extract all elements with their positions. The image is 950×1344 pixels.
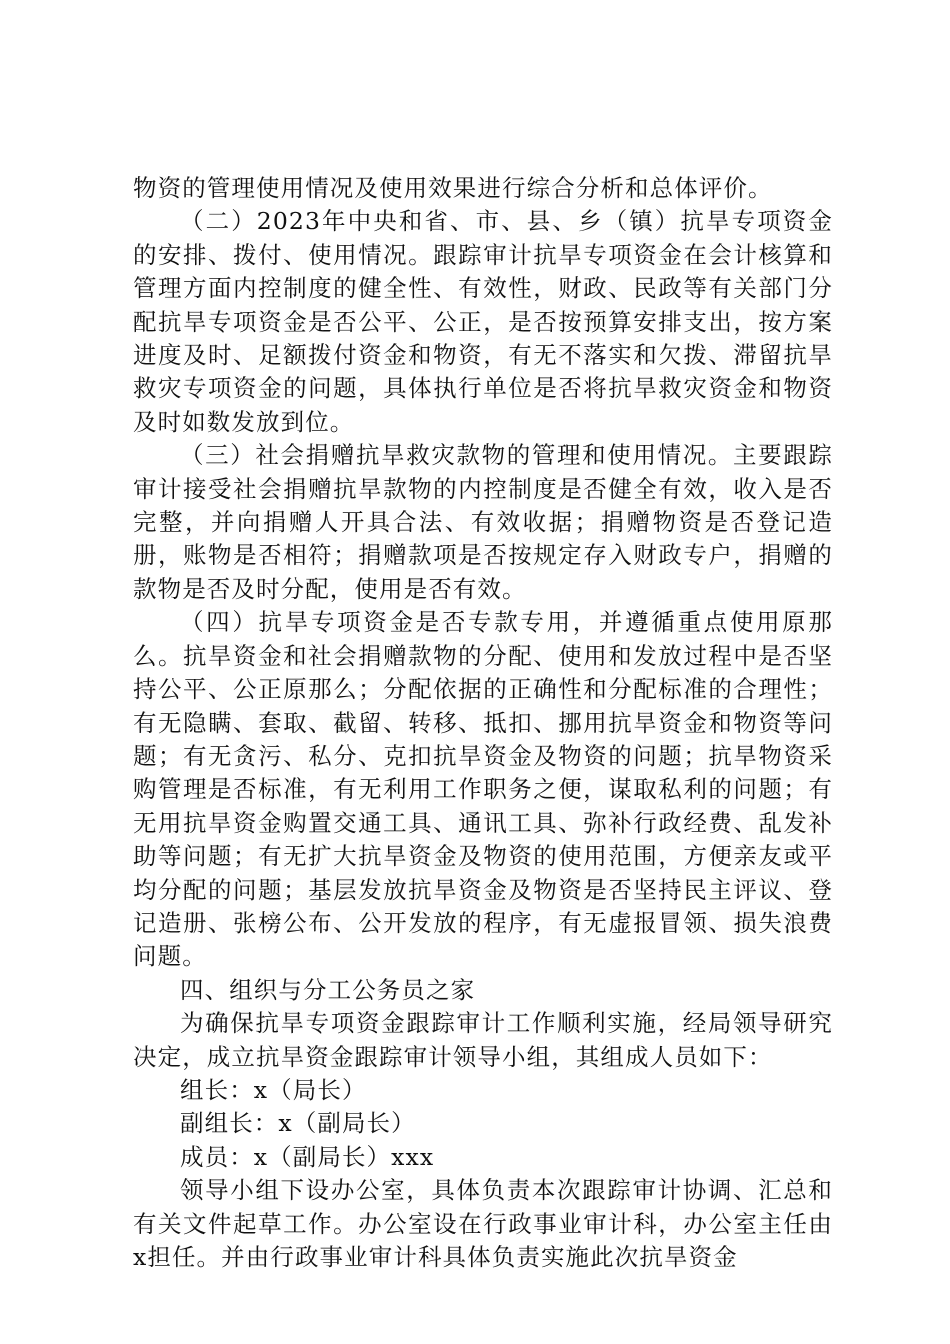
section-heading-organization: 四、组织与分工公务员之家 xyxy=(180,975,476,1004)
paragraph-section-2: （二）2023年中央和省、市、县、乡（镇）抗旱专项资金的安排、拨付、使用情况。跟踪审计抗旱专项资金在会计核算和管理方面内控制度的健全性、有效性，财政、民政等有关部门分配抗旱专项资金是否公平、公正，是否按预算安排支出，按方案进度及时、足额拨付资金和物资，有无不落实和欠拨、滞留抗旱救灾专项资金的问题，具体执行单位是否将抗旱救灾资金和物资及时如数发放到位。 xyxy=(133,207,833,436)
document-body xyxy=(133,172,833,1274)
member-members: 成员：x（副局长）xxx xyxy=(180,1142,435,1171)
paragraph-section-3: （三）社会捐赠抗旱救灾款物的管理和使用情况。主要跟踪审计接受社会捐赠抗旱款物的内控制度是否健全有效，收入是否完整，并向捐赠人开具合法、有效收据；捐赠物资是否登记造册，账物是否相符；捐赠款项是否按规定存入财政专户，捐赠的款物是否及时分配，使用是否有效。 xyxy=(133,441,833,603)
paragraph-office: 领导小组下设办公室，具体负责本次跟踪审计协调、汇总和有关文件起草工作。办公室设在行政事业审计科，办公室主任由x担任。并由行政事业审计科具体负责实施此次抗旱资金 xyxy=(133,1176,833,1271)
paragraph-leading-group: 为确保抗旱专项资金跟踪审计工作顺利实施，经局领导研究决定，成立抗旱资金跟踪审计领导小组，其组成人员如下： xyxy=(133,1009,833,1071)
paragraph-continuation: 物资的管理使用情况及使用效果进行综合分析和总体评价。 xyxy=(133,174,773,202)
member-deputy-leader: 副组长：x（副局长） xyxy=(180,1109,416,1138)
member-leader: 组长：x（局长） xyxy=(180,1075,367,1104)
paragraph-section-4: （四）抗旱专项资金是否专款专用，并遵循重点使用原那么。抗旱资金和社会捐赠款物的分配、使用和发放过程中是否坚持公平、公正原那么；分配依据的正确性和分配标准的合理性；有无隐瞒、套取、截留、转移、抵扣、挪用抗旱资金和物资等问题；有无贪污、私分、克扣抗旱资金及物资的问题；抗旱物资采购管理是否标准，有无利用工作职务之便，谋取私利的问题；有无用抗旱资金购置交通工具、通讯工具、弥补行政经费、乱发补助等问题；有无扩大抗旱资金及物资的使用范围，方便亲友或平均分配的问题；基层发放抗旱资金及物资是否坚持民主评议、登记造册、张榜公布、公开发放的程序，有无虚报冒领、损失浪费问题。 xyxy=(133,608,833,971)
